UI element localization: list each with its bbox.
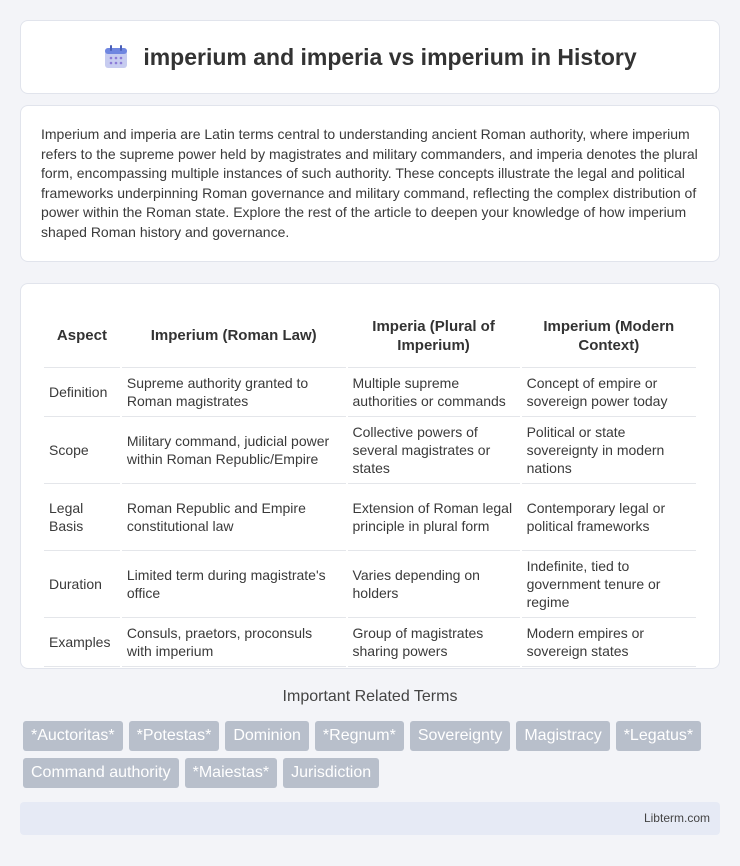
related-term-tag[interactable]: *Auctoritas*: [23, 721, 123, 751]
comparison-table-card: [20, 283, 720, 669]
table-cell: Collective powers of several magistrates or states: [348, 417, 520, 484]
related-term-tag[interactable]: Dominion: [225, 721, 309, 751]
related-term-tag[interactable]: Magistracy: [516, 721, 609, 751]
column-header: Imperia (Plural of Imperium): [348, 304, 520, 368]
related-term-tag[interactable]: Sovereignty: [410, 721, 511, 751]
footer-site-link[interactable]: Libterm.com: [643, 811, 710, 825]
column-header: Imperium (Roman Law): [122, 304, 346, 368]
related-term-tag[interactable]: *Maiestas*: [185, 758, 277, 788]
table-cell: Modern empires or sovereign states: [522, 618, 696, 667]
table-cell: Duration: [44, 551, 120, 618]
comparison-table: [42, 304, 698, 667]
table-cell: Indefinite, tied to government tenure or regime: [522, 551, 696, 618]
related-terms-title: Important Related Terms: [282, 688, 458, 705]
table-cell: Military command, judicial power within Roman Republic/Empire: [122, 417, 346, 484]
table-header-row: [44, 304, 696, 368]
table-cell: Consuls, praetors, proconsuls with imperium: [122, 618, 346, 667]
table-row: [44, 484, 696, 551]
table-cell: Extension of Roman legal principle in plural form: [348, 484, 520, 551]
table-cell: Varies depending on holders: [348, 551, 520, 618]
intro-card: [20, 105, 720, 262]
table-cell: Scope: [44, 417, 120, 484]
table-cell: Definition: [44, 368, 120, 417]
table-cell: Contemporary legal or political frameworks: [522, 484, 696, 551]
calendar-icon: [103, 44, 129, 70]
page-title: imperium and imperia vs imperium in History: [143, 43, 637, 70]
related-term-tag[interactable]: *Potestas*: [129, 721, 220, 751]
table-row: [44, 417, 696, 484]
table-cell: Roman Republic and Empire constitutional law: [122, 484, 346, 551]
table-cell: Supreme authority granted to Roman magistrates: [122, 368, 346, 417]
table-cell: Multiple supreme authorities or commands: [348, 368, 520, 417]
table-cell: Political or state sovereignty in modern nations: [522, 417, 696, 484]
table-cell: Legal Basis: [44, 484, 120, 551]
related-term-tag[interactable]: *Legatus*: [616, 721, 701, 751]
table-cell: Examples: [44, 618, 120, 667]
table-row: [44, 368, 696, 417]
related-term-tag[interactable]: Jurisdiction: [283, 758, 379, 788]
column-header: Aspect: [44, 304, 120, 368]
table-row: [44, 551, 696, 618]
related-terms-list: [23, 721, 723, 788]
table-row: [44, 618, 696, 667]
footer: [20, 802, 720, 835]
table-cell: Concept of empire or sovereign power today: [522, 368, 696, 417]
column-header: Imperium (Modern Context): [522, 304, 696, 368]
related-term-tag[interactable]: *Regnum*: [315, 721, 404, 751]
table-cell: Group of magistrates sharing powers: [348, 618, 520, 667]
header-card: [20, 20, 720, 94]
table-cell: Limited term during magistrate's office: [122, 551, 346, 618]
related-term-tag[interactable]: Command authority: [23, 758, 179, 788]
intro-text: Imperium and imperia are Latin terms central to understanding ancient Roman authority, where imperium refers to the supreme power held by magistrates and military commanders, and imperia denotes the plural form, encompassing multiple instances of such authority. These concepts illustrate the legal and political frameworks underpinning Roman governance and military command, reflecting the complex distribution of power within the Roman state. Explore the rest of the article to deepen your knowledge of how imperium shaped Roman history and governance.: [41, 126, 698, 240]
